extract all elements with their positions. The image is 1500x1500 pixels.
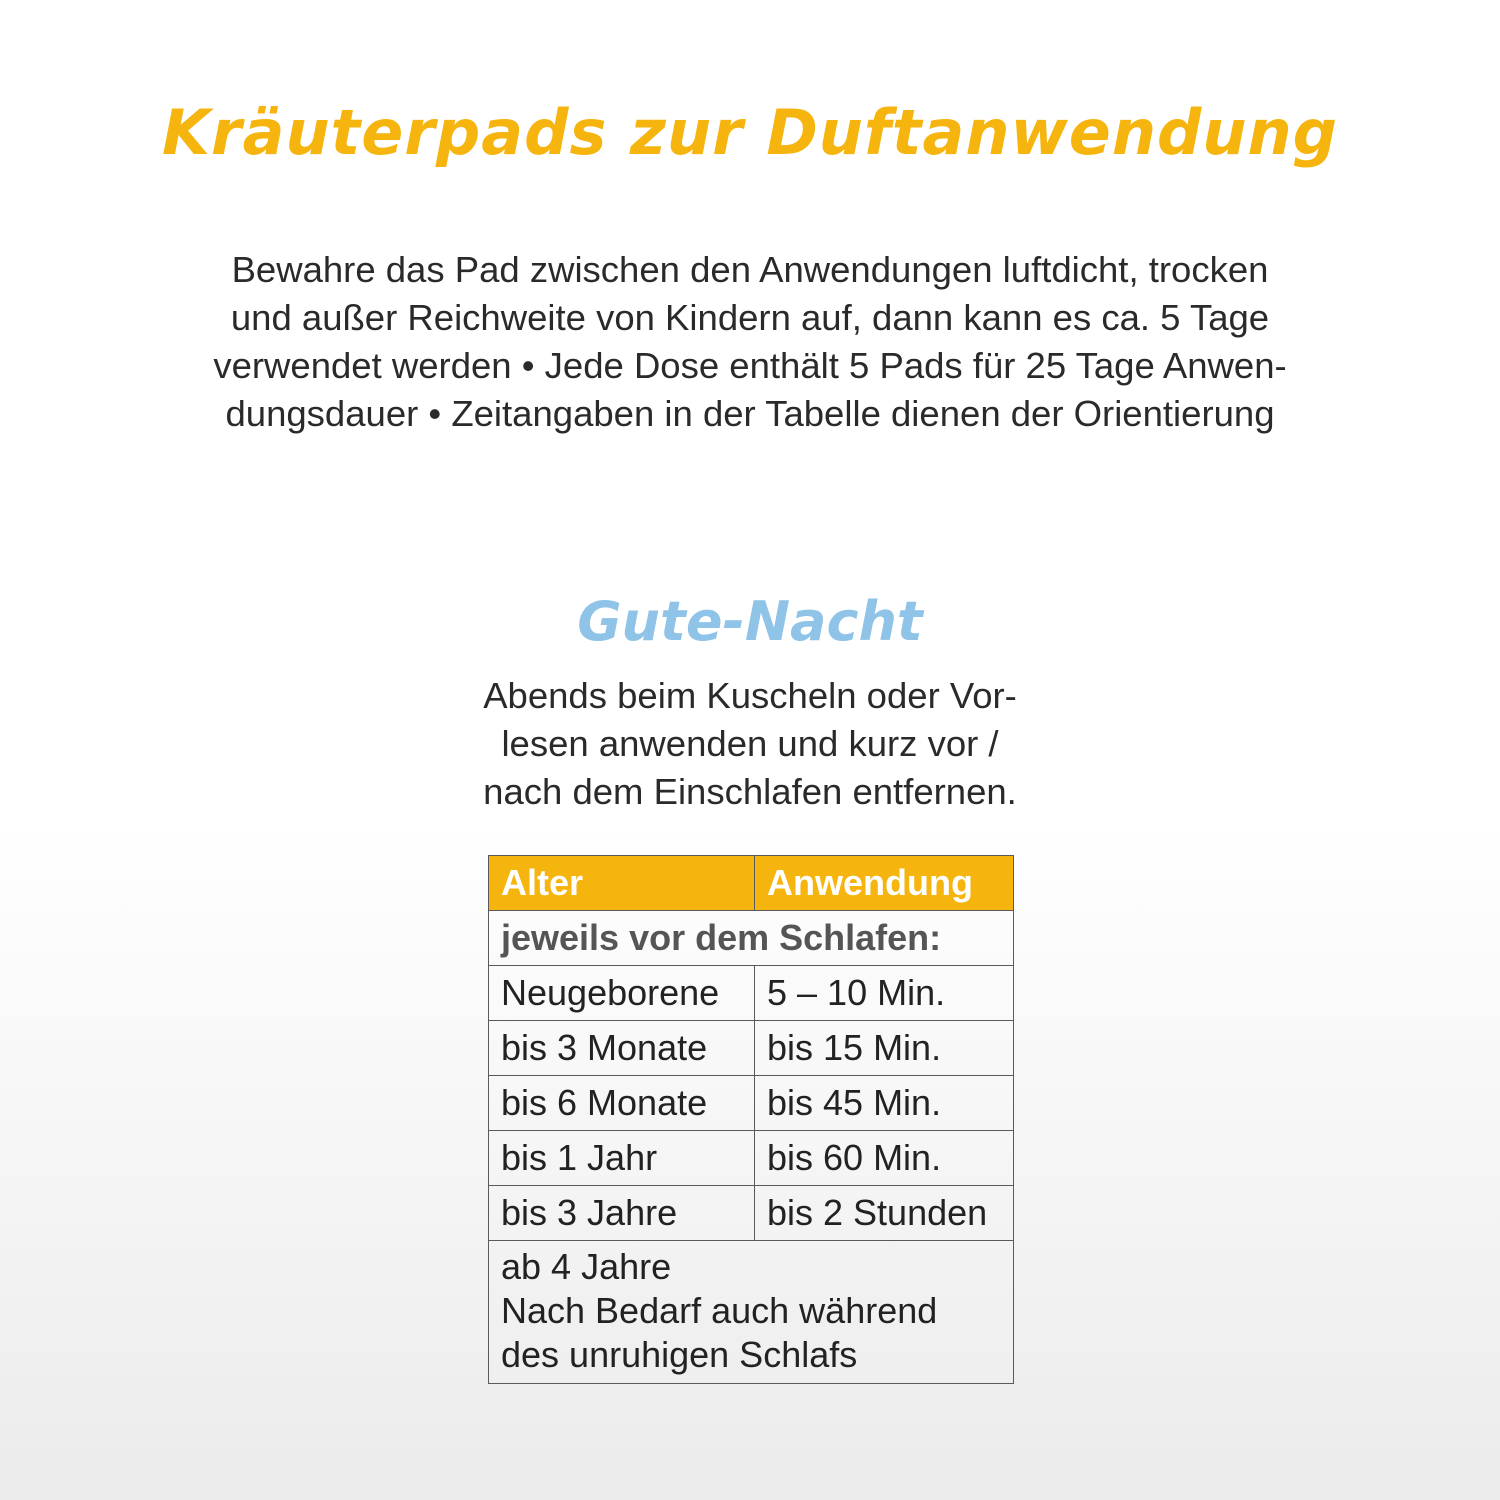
age-cell: bis 1 Jahr (489, 1131, 755, 1186)
table-row (489, 1186, 1014, 1241)
table-footer-row (489, 1241, 1014, 1384)
duration-cell: bis 45 Min. (755, 1076, 1014, 1131)
footer-line: Nach Bedarf auch während (501, 1290, 938, 1331)
table-row (489, 1076, 1014, 1131)
section-description (350, 672, 1150, 816)
footer-line: ab 4 Jahre (501, 1246, 672, 1287)
description-line: Abends beim Kuscheln oder Vor- (483, 675, 1017, 716)
intro-line: verwendet werden • Jede Dose enthält 5 Pads für 25 Tage Anwen- (213, 345, 1287, 386)
duration-cell: bis 60 Min. (755, 1131, 1014, 1186)
table-row (489, 966, 1014, 1021)
intro-paragraph (150, 246, 1350, 438)
age-cell: bis 6 Monate (489, 1076, 755, 1131)
age-cell: Neugeborene (489, 966, 755, 1021)
page-title: Kräuterpads zur Duftanwendung (161, 96, 1339, 169)
duration-cell: bis 2 Stunden (755, 1186, 1014, 1241)
footer-cell (489, 1241, 1014, 1384)
table-section-row (489, 911, 1014, 966)
duration-cell: 5 – 10 Min. (755, 966, 1014, 1021)
description-line: lesen anwenden und kurz vor / (501, 723, 999, 764)
dosage-table (488, 855, 1014, 1384)
table-row (489, 1131, 1014, 1186)
table-header-row (489, 856, 1014, 911)
duration-cell: bis 15 Min. (755, 1021, 1014, 1076)
age-cell: bis 3 Monate (489, 1021, 755, 1076)
age-cell: bis 3 Jahre (489, 1186, 755, 1241)
section-label: jeweils vor dem Schlafen: (489, 911, 1014, 966)
footer-line: des unruhigen Schlafs (501, 1334, 858, 1375)
header-application: Anwendung (755, 856, 1014, 911)
description-line: nach dem Einschlafen entfernen. (483, 771, 1017, 812)
intro-line: und außer Reichweite von Kindern auf, dann kann es ca. 5 Tage (230, 297, 1270, 338)
section-title: Gute-Nacht (577, 590, 923, 653)
intro-line: dungsdauer • Zeitangaben in der Tabelle dienen der Orientierung (225, 393, 1275, 434)
intro-line: Bewahre das Pad zwischen den Anwendungen luftdicht, trocken (231, 249, 1269, 290)
table-row (489, 1021, 1014, 1076)
header-age: Alter (489, 856, 755, 911)
